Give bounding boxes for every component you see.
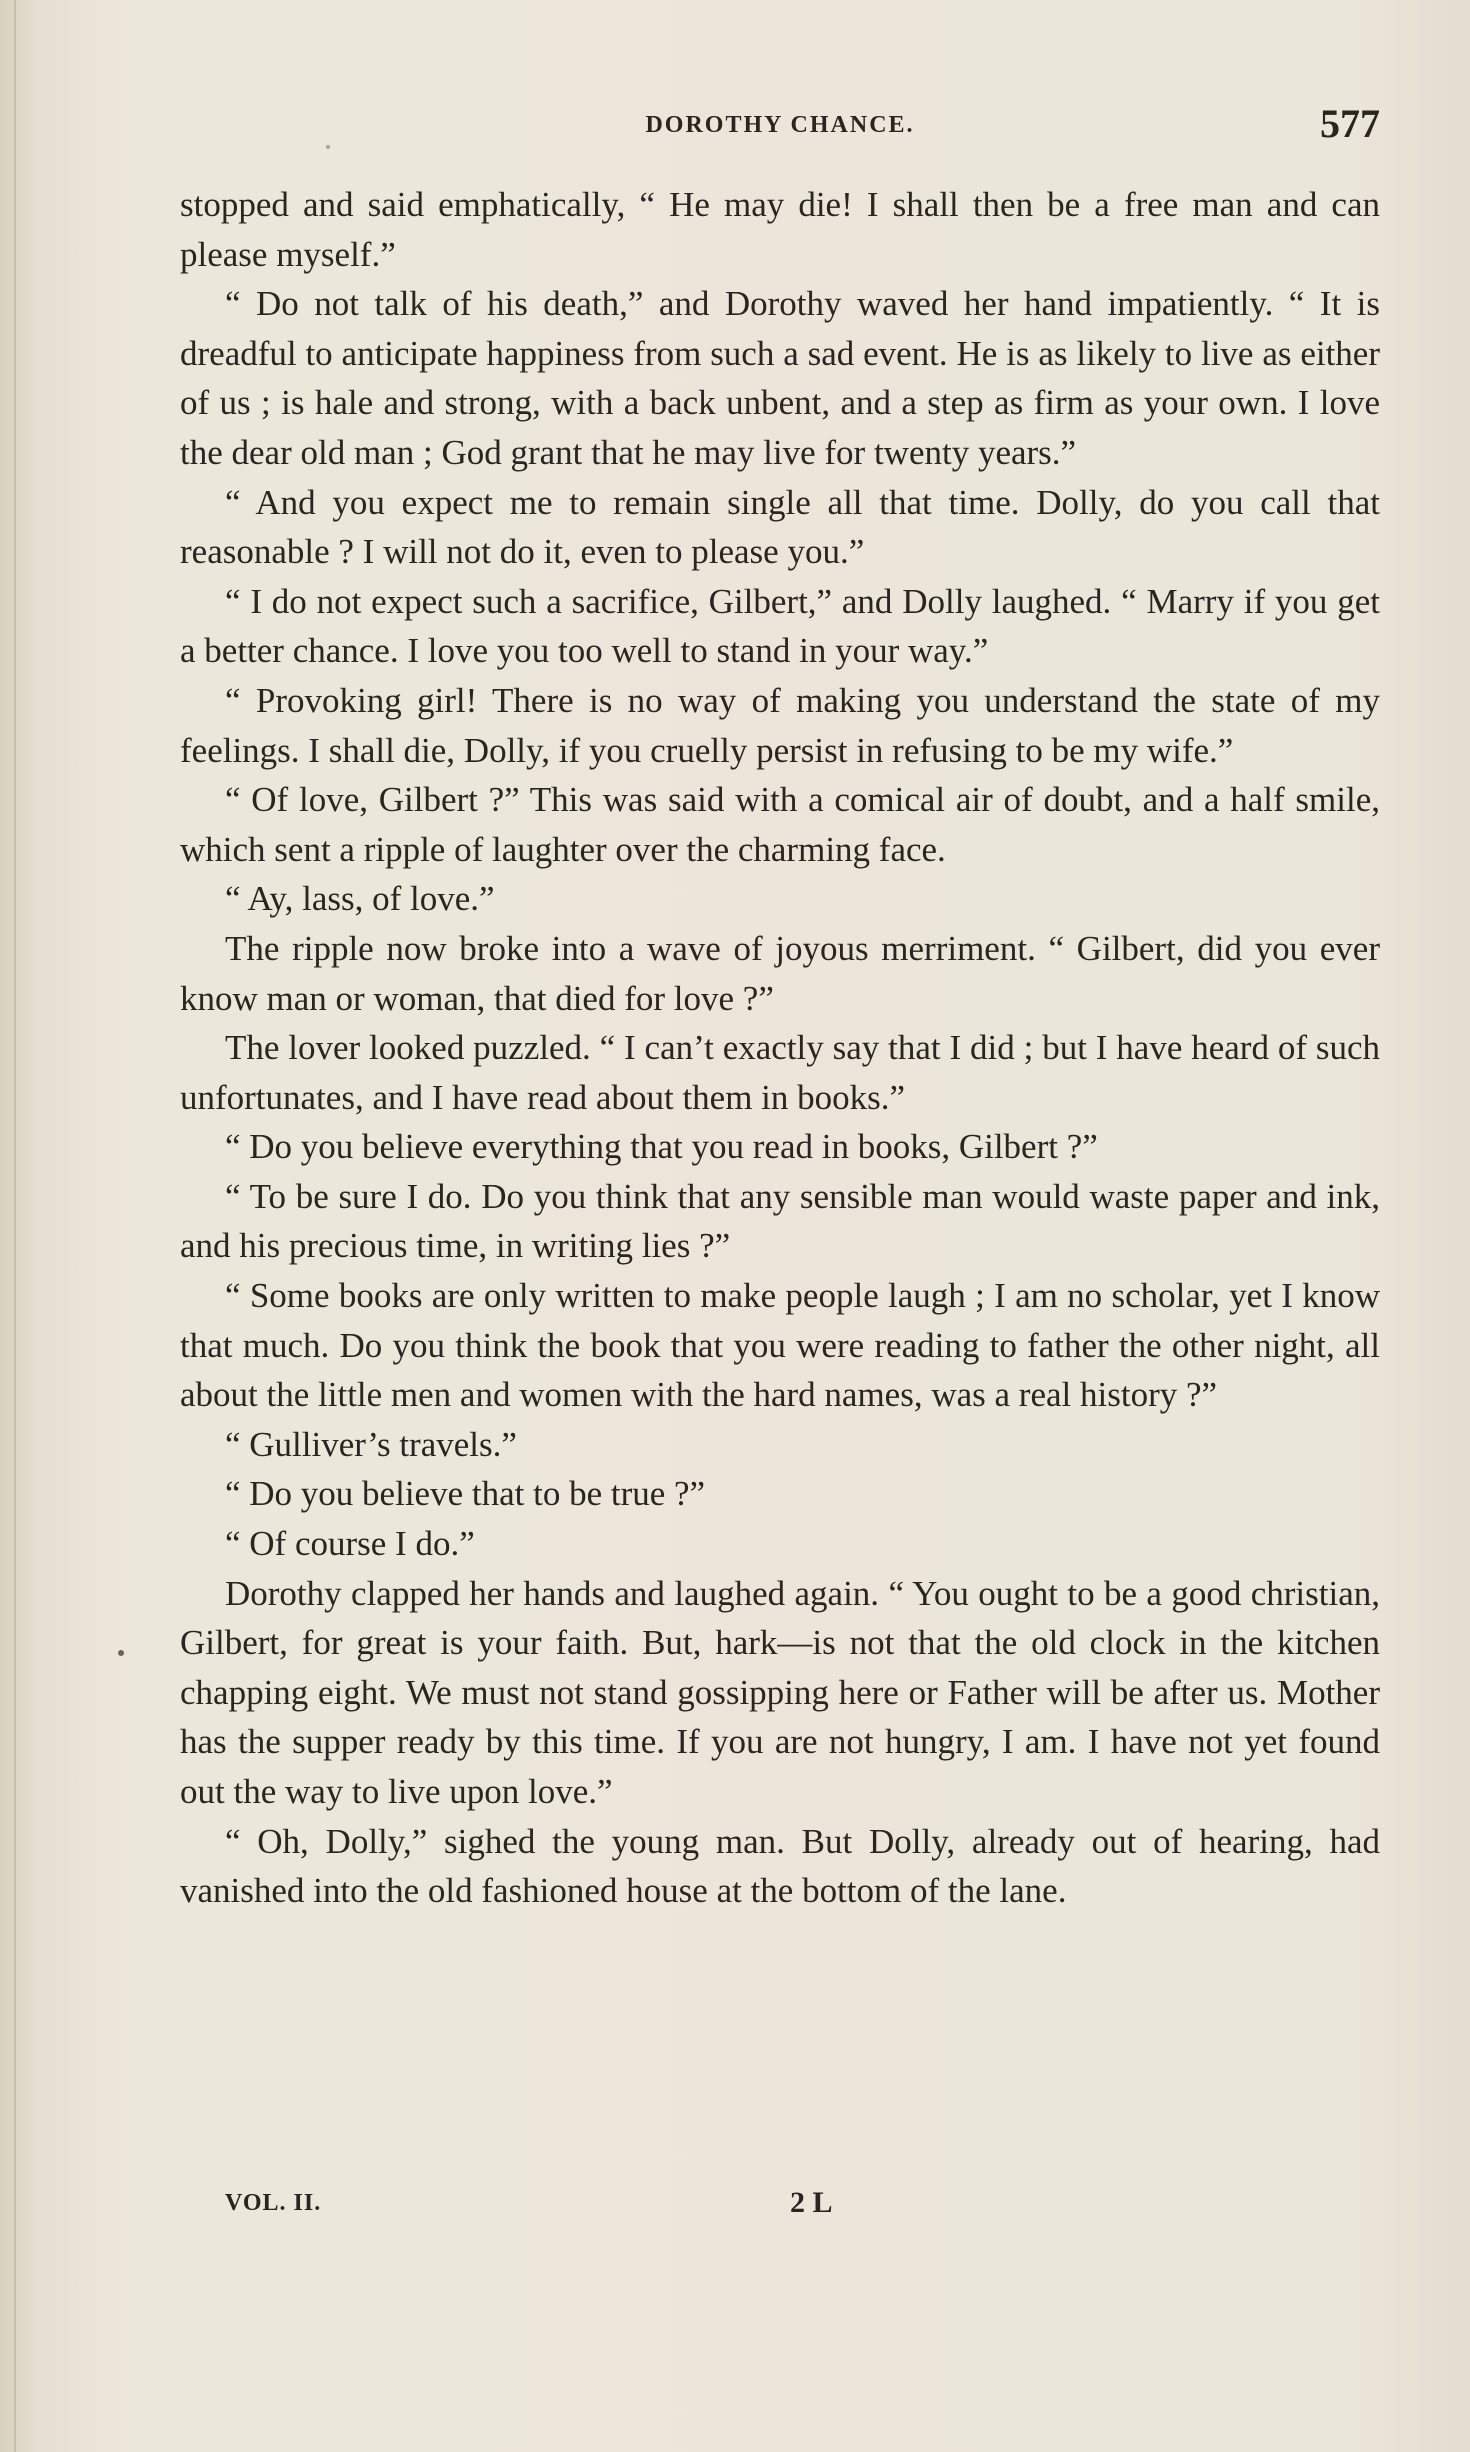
paragraph: stopped and said emphatically, “ He may die! I shall then be a free man and can please myself.” bbox=[180, 185, 1380, 274]
paragraph: “ And you expect me to remain single all that time. Dolly, do you call that reasonable ? I will not do it, even to please you.” bbox=[180, 482, 1380, 572]
paragraph: “ Provoking girl! There is no way of making you understand the state of my feelings. I shall die, Dolly, if you cruelly persist in refusing to be my wife.” bbox=[180, 680, 1380, 770]
page-header bbox=[180, 100, 1380, 160]
paragraph: “ Of love, Gilbert ?” This was said with a comical air of doubt, and a half smile, which sent a ripple of laughter over the charming face. bbox=[180, 780, 1380, 869]
paragraph: “ Oh, Dolly,” sighed the young man. But Dolly, already out of hearing, had vanished into the old fashioned house at the bottom of the lane. bbox=[180, 1821, 1380, 1911]
gathering-signature: 2 L bbox=[790, 2186, 833, 2219]
paragraph: The lover looked puzzled. “ I can’t exactly say that I did ; but I have heard of such unfortunates, and I have read about them in books.” bbox=[180, 1028, 1380, 1117]
paragraph: “ Some books are only written to make people laugh ; I am no scholar, yet I know that much. Do you think the book that you were reading to father the other night, all about the little men and women with the hard names, was a real history ?” bbox=[180, 1276, 1380, 1415]
page-gutter-edge bbox=[14, 0, 16, 2452]
paragraph: Dorothy clapped her hands and laughed again. “ You ought to be a good christian, Gilbert, for great is your faith. But, hark—is not that the old clock in the kitchen chapping eight. We must not stand gossipping here or Father will be after us. Mother has the supper ready by this time. If you are not hungry, I am. I have not yet found out the way to live upon love.” bbox=[180, 1573, 1380, 1811]
paragraph: “ Do not talk of his death,” and Dorothy waved her hand impatiently. “ It is dreadful to anticipate happiness from such a sad event. He is as likely to live as either of us ; is hale and strong, with a back unbent, and a step as firm as your own. I love the dear old man ; God grant that he may live for twenty years.” bbox=[180, 284, 1380, 472]
page-number: 577 bbox=[1320, 101, 1380, 146]
paragraph: “ Do you believe that to be true ?” bbox=[225, 1474, 706, 1514]
ink-speck bbox=[326, 145, 330, 149]
paragraph: “ Do you believe everything that you read in books, Gilbert ?” bbox=[225, 1127, 1098, 1167]
ink-speck bbox=[118, 1650, 124, 1656]
body-text bbox=[180, 180, 1380, 1916]
page-footer bbox=[225, 2186, 1225, 2230]
paragraph: “ I do not expect such a sacrifice, Gilbert,” and Dolly laughed. “ Marry if you get a better chance. I love you too well to stand in your way.” bbox=[180, 581, 1380, 671]
paragraph: “ To be sure I do. Do you think that any sensible man would waste paper and ink, and his precious time, in writing lies ?” bbox=[180, 1176, 1380, 1266]
paragraph: “ Of course I do.” bbox=[225, 1524, 475, 1564]
paragraph: “ Gulliver’s travels.” bbox=[225, 1424, 517, 1464]
running-title: DOROTHY CHANCE. bbox=[645, 112, 915, 138]
volume-signature: VOL. II. bbox=[225, 2190, 322, 2216]
paragraph: The ripple now broke into a wave of joyous merriment. “ Gilbert, did you ever know man or woman, that died for love ?” bbox=[180, 928, 1380, 1018]
paragraph: “ Ay, lass, of love.” bbox=[225, 879, 495, 919]
